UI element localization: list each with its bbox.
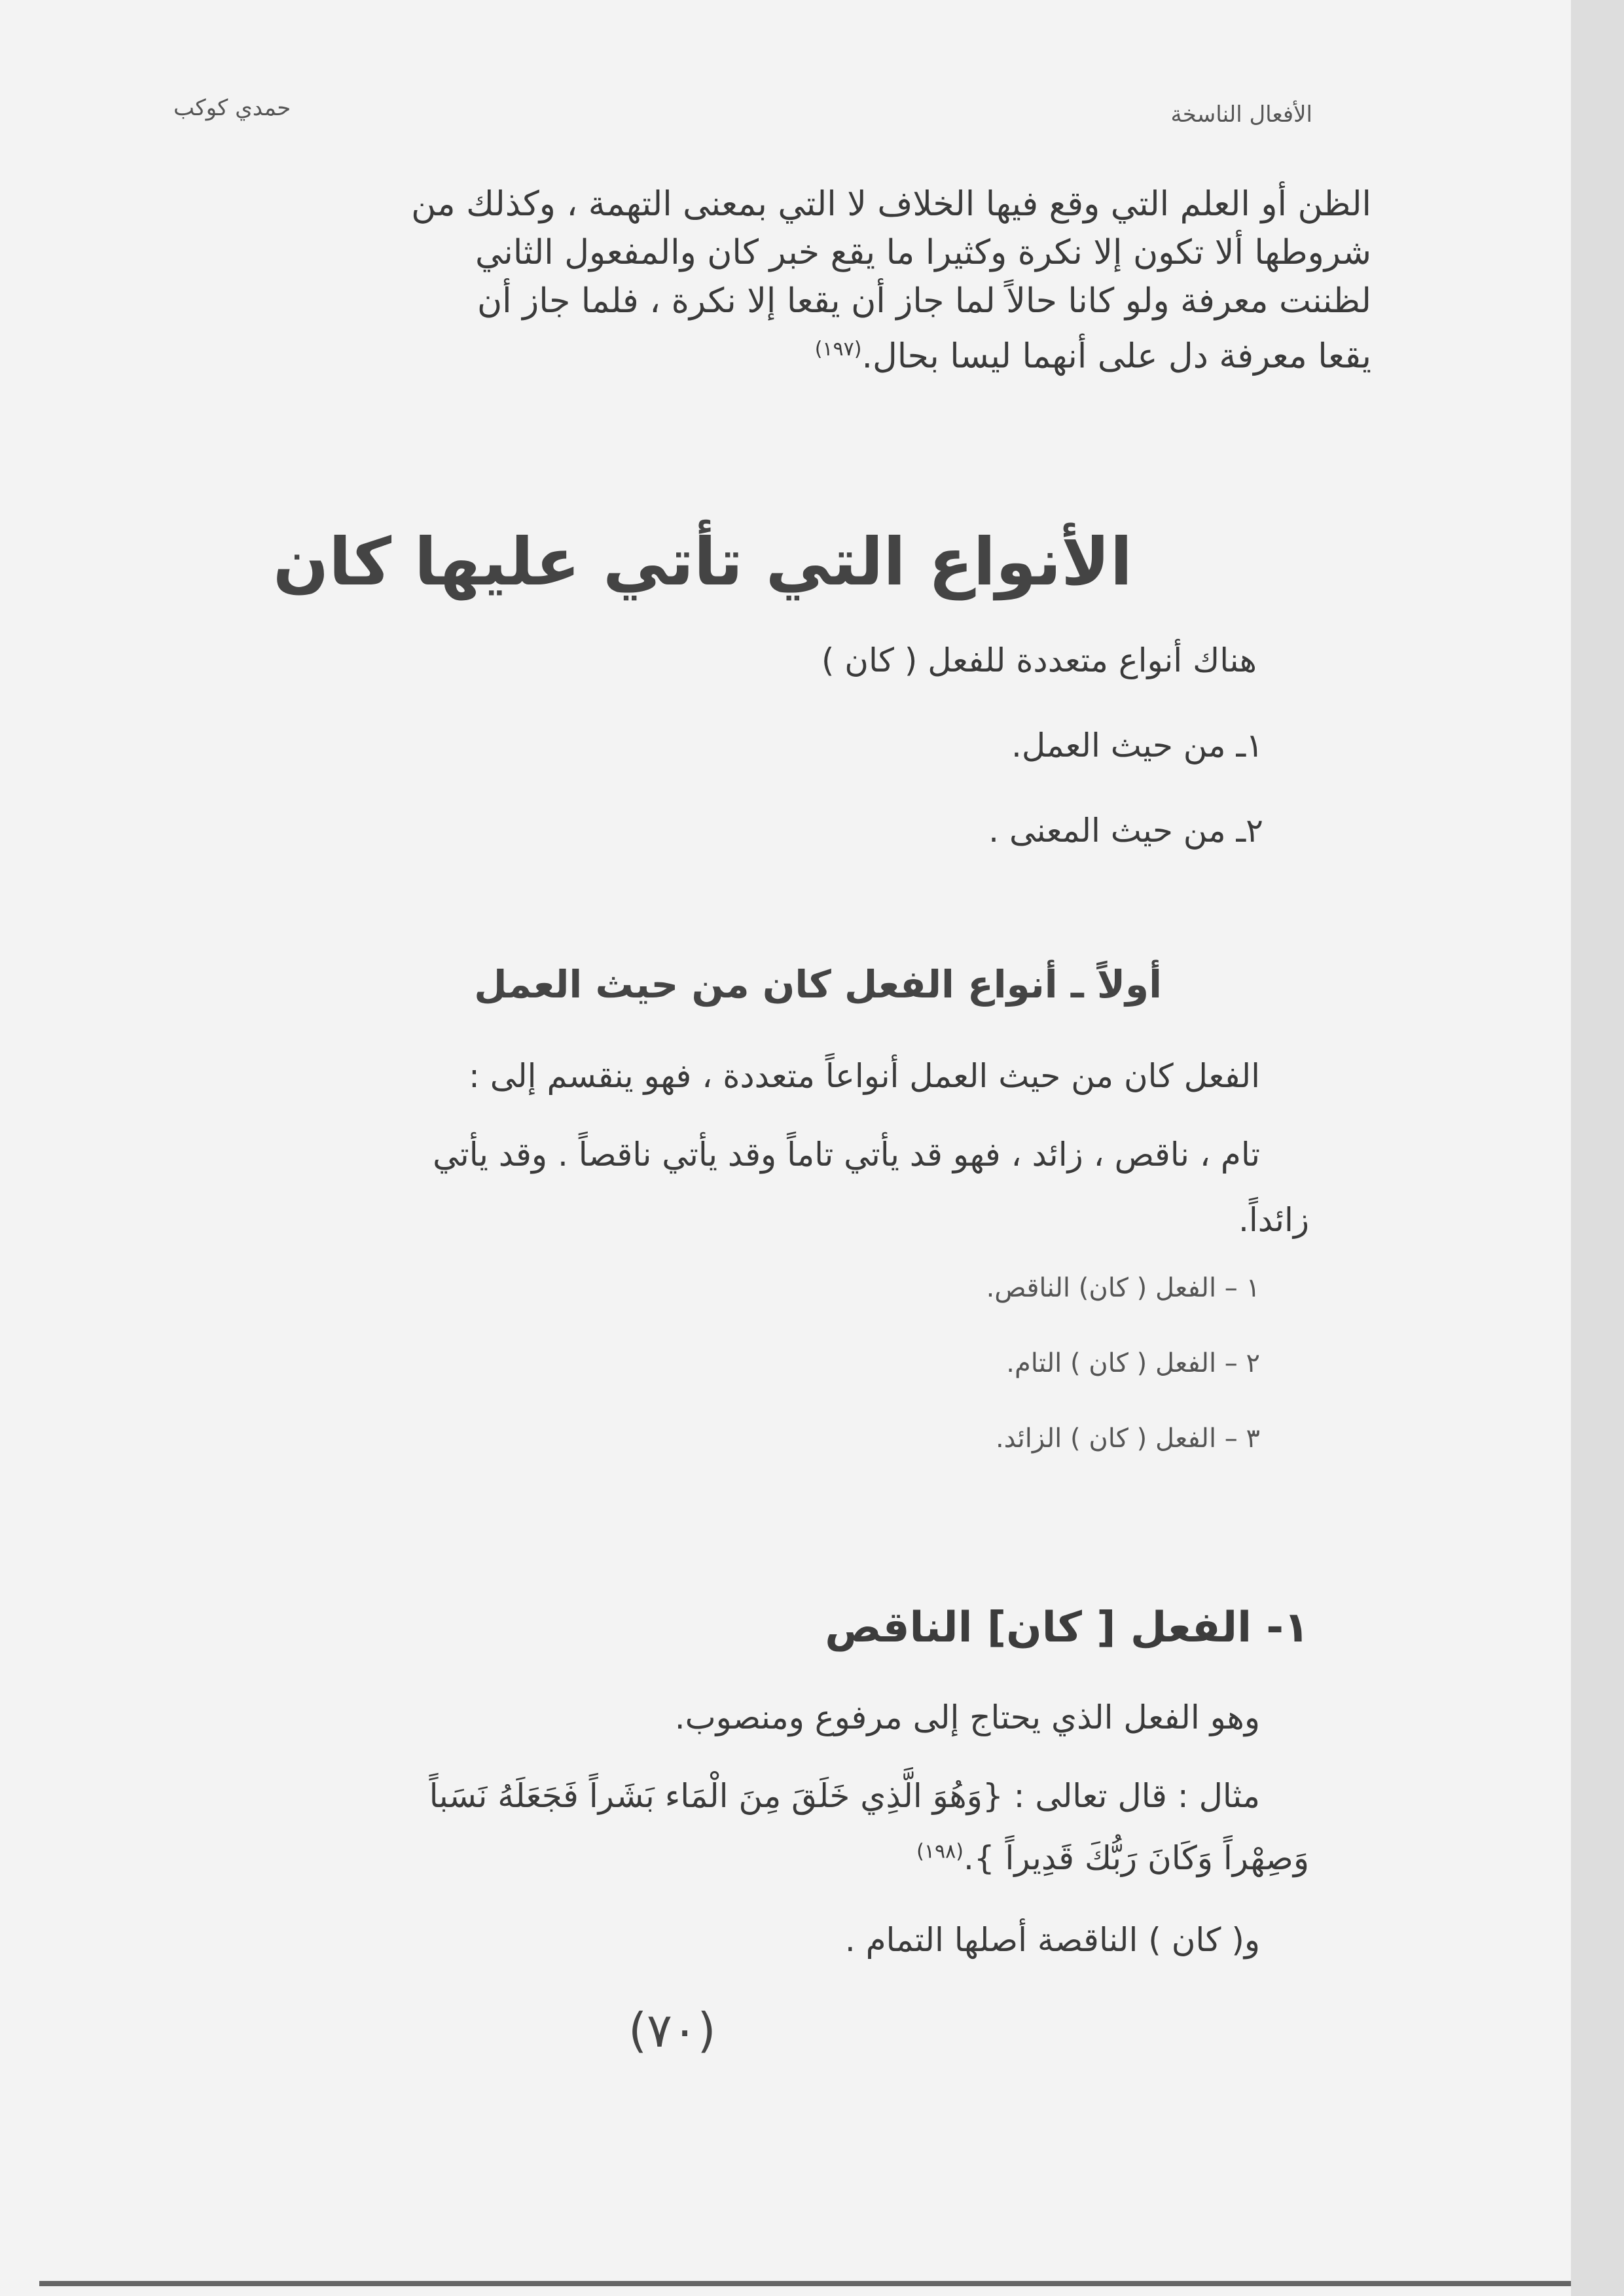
first-sub-3: ٣ – الفعل ( كان ) الزائد. <box>995 1424 1260 1454</box>
types-item-1: ١ـ من حيث العمل. <box>1011 726 1263 764</box>
page-number: (٧٠) <box>628 2003 716 2058</box>
intro-paragraph <box>167 180 1371 380</box>
footnote-197: (١٩٧) <box>814 338 862 361</box>
first-line-1: الفعل كان من حيث العمل أنواعاً متعددة ، فهو ينقسم إلى : <box>469 1057 1260 1095</box>
naqis-heading: ١- الفعل [ كان] الناقص <box>825 1604 1309 1652</box>
header-chapter-title: الأفعال الناسخة <box>1170 101 1312 128</box>
naqis-example-2-text: وَصِهْراً وَكَانَ رَبُّكَ قَدِيراً }. <box>963 1839 1309 1877</box>
intro-line-3: لظننت معرفة ولو كانا حالاً لما جاز أن يقعا إلا نكرة ، فلما جاز أن <box>477 281 1371 321</box>
footnote-198: (١٩٨) <box>916 1840 964 1863</box>
naqis-line-1: وهو الفعل الذي يحتاج إلى مرفوع ومنصوب. <box>674 1698 1260 1736</box>
intro-line-2: شروطها ألا تكون إلا نكرة وكثيرا ما يقع خبر كان والمفعول الثاني <box>475 233 1371 272</box>
first-sub-2: ٢ – الفعل ( كان ) التام. <box>1006 1348 1260 1378</box>
intro-line-4 <box>167 325 1371 380</box>
types-intro: هناك أنواع متعددة للفعل ( كان ) <box>821 641 1257 679</box>
types-item-2: ٢ـ من حيث المعنى . <box>988 812 1263 850</box>
first-line-3: زائداً. <box>1238 1201 1309 1239</box>
bottom-rule <box>39 2281 1584 2286</box>
first-line-2: تام ، ناقص ، زائد ، فهو قد يأتي تاماً وقد يأتي ناقصاً . وقد يأتي <box>433 1136 1260 1174</box>
section-title: الأنواع التي تأتي عليها كان <box>272 524 1132 600</box>
naqis-example-1: مثال : قال تعالى : {وَهُوَ الَّذِي خَلَقَ مِنَ الْمَاء بَشَراً فَجَعَلَهُ نَسَباً <box>429 1777 1260 1815</box>
intro-line-4-text: يقعا معرفة دل على أنهما ليسا بحال. <box>861 336 1371 376</box>
header-author: حمدي كوكب <box>173 95 291 121</box>
first-sub-1: ١ – الفعل ( كان) الناقص. <box>986 1273 1260 1303</box>
first-heading: أولاً ـ أنواع الفعل كان من حيث العمل <box>474 962 1162 1007</box>
naqis-line-2: و( كان ) الناقصة أصلها التمام . <box>844 1921 1260 1959</box>
intro-line-1: الظن أو العلم التي وقع فيها الخلاف لا التي بمعنى التهمة ، وكذلك من <box>411 185 1371 224</box>
page-edge <box>1571 0 1624 2296</box>
naqis-example-2 <box>916 1839 1309 1877</box>
